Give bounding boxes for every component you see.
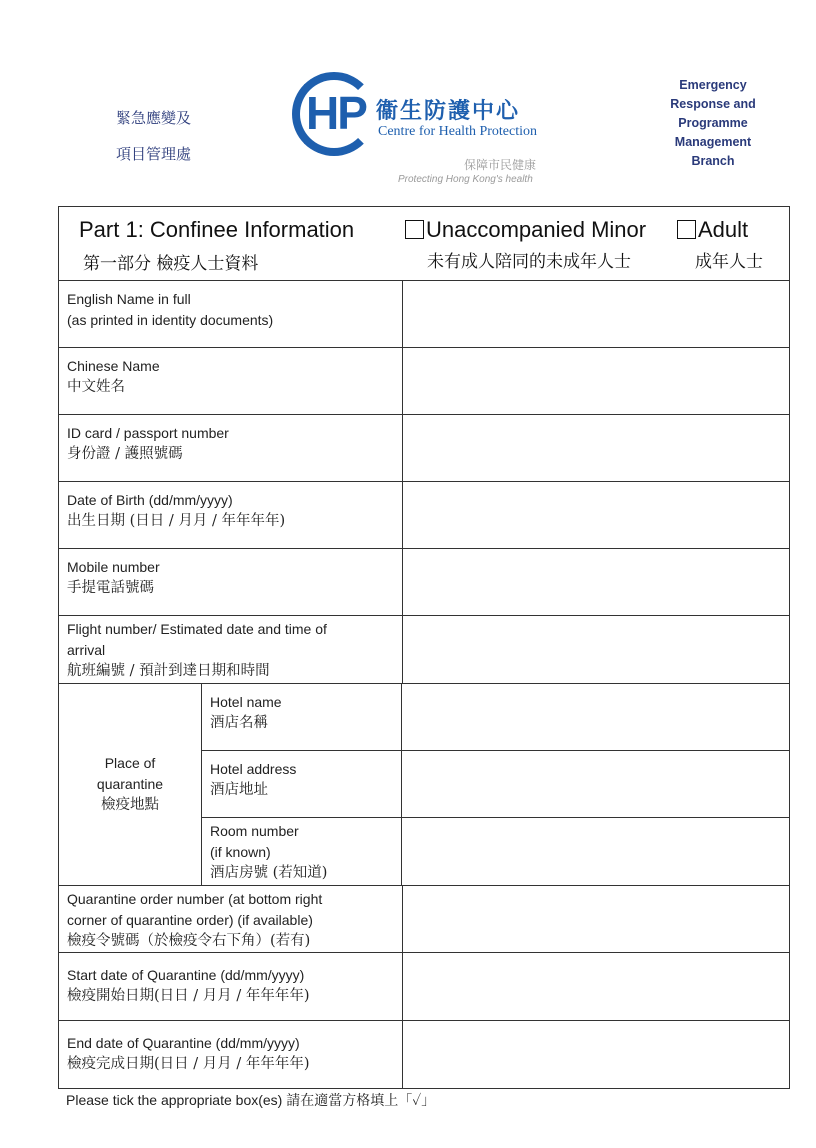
field-label-en: Chinese Name (67, 358, 160, 374)
field-label (202, 818, 402, 885)
group-label-en-1: Place of (104, 755, 156, 771)
field-row-english-name (59, 281, 789, 348)
field-row-mobile (59, 549, 789, 616)
group-label-cn: 檢疫地點 (101, 797, 159, 813)
option-minor-cn: 未有成人陪同的未成年人士 (427, 252, 631, 272)
field-label-cn: 手提電話號碼 (67, 580, 154, 596)
field-label (59, 953, 403, 1020)
quarantine-place-label (59, 684, 202, 885)
field-label-en: Room number (210, 823, 299, 839)
branch-line: Branch (691, 154, 735, 168)
logo-tagline-cn: 保障市民健康 (464, 158, 537, 172)
branch-line: Emergency (679, 78, 747, 92)
field-label-en-2: (if known) (210, 844, 271, 860)
minor-checkbox[interactable] (405, 220, 424, 239)
start-date-input[interactable] (403, 953, 789, 1020)
adult-checkbox[interactable] (677, 220, 696, 239)
confinee-form (58, 206, 790, 1089)
field-label-en: Start date of Quarantine (dd/mm/yyyy) (67, 967, 305, 983)
field-label-en: Hotel name (210, 694, 282, 710)
field-label (59, 348, 403, 414)
chp-logo (292, 72, 562, 190)
field-label-en: Hotel address (210, 761, 297, 777)
field-label-en: ID card / passport number (67, 425, 229, 441)
field-label (59, 549, 403, 615)
field-label (202, 751, 402, 817)
branch-line: Management (674, 135, 752, 149)
field-row-end-date (59, 1021, 789, 1088)
tick-instruction-cn: 請在適當方格填上「✓」 (286, 1093, 436, 1109)
option-minor[interactable] (405, 217, 646, 243)
quarantine-order-input[interactable] (403, 886, 789, 952)
field-row-id-number (59, 415, 789, 482)
hotel-name-input[interactable] (402, 684, 789, 750)
field-row-flight (59, 616, 789, 684)
room-number-input[interactable] (402, 818, 789, 885)
field-label (59, 482, 403, 548)
field-label-en: Mobile number (67, 559, 160, 575)
field-label-cn: 檢疫完成日期(日日 / 月月 / 年年年年) (67, 1056, 310, 1072)
part-title-cn: 第一部分 檢疫人士資料 (83, 254, 259, 274)
option-adult-label: Adult (698, 217, 749, 242)
field-label-cn: 酒店房號 (若知道) (210, 865, 328, 881)
tick-instruction-en: Please tick the appropriate box(es) (66, 1092, 287, 1108)
hotel-address-input[interactable] (402, 751, 789, 817)
field-label-cn: 身份證 / 護照號碼 (67, 446, 183, 462)
field-row-date-of-birth (59, 482, 789, 549)
field-label (59, 415, 403, 481)
field-row-start-date (59, 953, 789, 1021)
department-line-1: 緊急應變及 (116, 109, 192, 127)
branch-name (658, 76, 768, 171)
option-adult[interactable] (677, 217, 748, 243)
field-label (59, 281, 403, 347)
field-label-en: End date of Quarantine (dd/mm/yyyy) (67, 1035, 300, 1051)
quarantine-place-group (59, 684, 789, 886)
field-label (59, 886, 403, 952)
field-label-en: Flight number/ Estimated date and time of (67, 621, 327, 637)
field-label (59, 1021, 403, 1088)
field-label-en-2: (as printed in identity documents) (67, 312, 274, 328)
field-label-en: Date of Birth (dd/mm/yyyy) (67, 492, 233, 508)
field-row-hotel-name (202, 684, 789, 751)
field-row-quarantine-order (59, 886, 789, 953)
field-label-en-2: arrival (67, 642, 106, 658)
department-line-2: 項目管理處 (116, 145, 192, 163)
branch-line: Programme (678, 116, 748, 130)
field-row-hotel-address (202, 751, 789, 818)
field-label-cn: 檢疫令號碼（於檢疫令右下角）(若有) (67, 933, 311, 949)
field-label-en: Quarantine order number (at bottom right (67, 891, 323, 907)
field-label-cn: 酒店地址 (210, 782, 268, 798)
branch-line: Response and (670, 97, 756, 111)
field-label-cn: 中文姓名 (67, 379, 125, 395)
end-date-input[interactable] (403, 1021, 789, 1088)
field-label-en: English Name in full (67, 291, 191, 307)
option-minor-label: Unaccompanied Minor (426, 217, 647, 242)
logo-title-en: Centre for Health Protection (378, 124, 538, 139)
logo-mark: HP (306, 87, 366, 139)
field-label-cn: 檢疫開始日期(日日 / 月月 / 年年年年) (67, 988, 310, 1004)
group-label-en-2: quarantine (96, 776, 164, 792)
option-adult-cn: 成年人士 (695, 252, 763, 272)
department-name-cn (116, 100, 191, 172)
tick-instruction (66, 1090, 435, 1110)
field-row-chinese-name (59, 348, 789, 415)
part-title: Part 1: Confinee Information (79, 217, 355, 242)
flight-input[interactable] (403, 616, 789, 683)
field-label-cn: 出生日期 (日日 / 月月 / 年年年年) (67, 513, 286, 529)
mobile-number-input[interactable] (403, 549, 789, 615)
id-number-input[interactable] (403, 415, 789, 481)
logo-title-cn: 衞生防護中心 (376, 99, 521, 124)
form-title-row (59, 207, 789, 281)
field-label-cn: 酒店名稱 (210, 715, 268, 731)
field-label-cn: 航班編號 / 預計到達日期和時間 (67, 663, 270, 679)
field-row-room-number (202, 818, 789, 885)
field-label-en-2: corner of quarantine order) (if available) (67, 912, 313, 928)
date-of-birth-input[interactable] (403, 482, 789, 548)
field-label (202, 684, 402, 750)
logo-tagline-en: Protecting Hong Kong's health (398, 174, 533, 185)
english-name-input[interactable] (403, 281, 789, 347)
chinese-name-input[interactable] (403, 348, 789, 414)
field-label (59, 616, 403, 683)
